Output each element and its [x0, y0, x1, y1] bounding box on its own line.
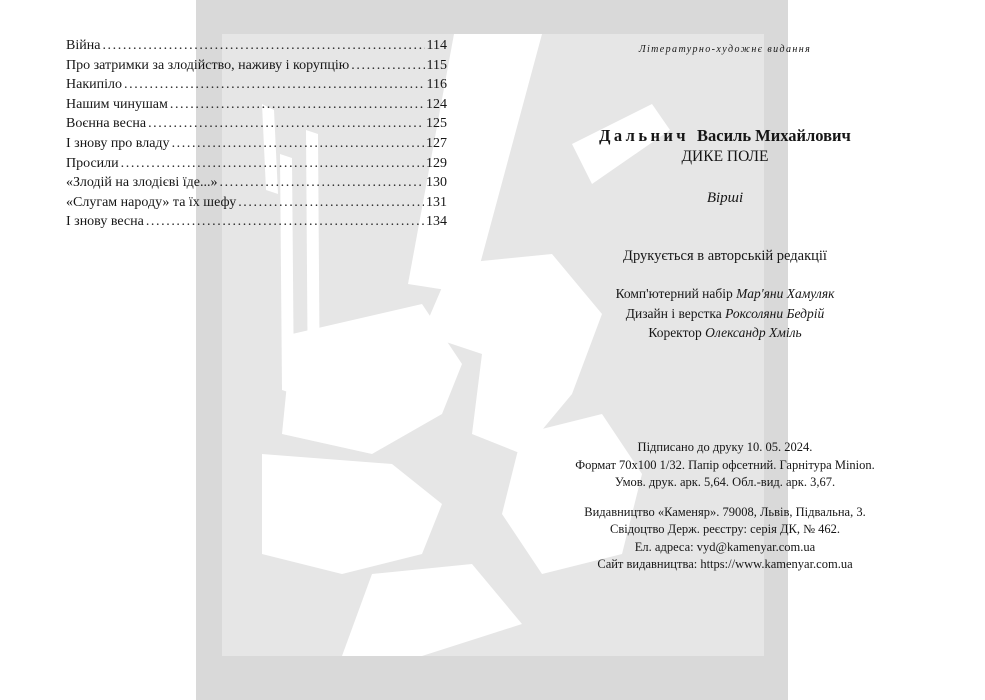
toc-row [66, 95, 447, 115]
toc-row [66, 154, 447, 174]
toc-title: І знову весна [66, 214, 144, 230]
toc-row [66, 114, 447, 134]
toc-leader-dots [238, 193, 424, 213]
toc-leader-dots [219, 173, 424, 193]
toc-page-number: 131 [426, 194, 447, 210]
credits [560, 284, 890, 343]
toc-leader-dots [148, 114, 424, 134]
toc-page-number: 125 [426, 116, 447, 132]
watermark-figure-base [262, 454, 442, 574]
imprint-email: Ел. адреса: vyd@kamenyar.com.ua [634, 539, 816, 554]
toc-row [66, 173, 447, 193]
toc-row [66, 212, 447, 232]
toc-page-number: 127 [426, 135, 447, 151]
author-given-name: Василь Михайлович [696, 126, 851, 145]
imprint-gap [540, 492, 910, 504]
toc-leader-dots [172, 134, 424, 154]
table-of-contents [66, 36, 447, 232]
credit-line [560, 284, 890, 304]
toc-title: Просили [66, 155, 119, 171]
credit-role: Дизайн і верстка [625, 305, 722, 321]
toc-leader-dots [146, 212, 424, 232]
credit-role: Комп'ютерний набір [615, 286, 733, 301]
credit-line [560, 323, 890, 343]
toc-page-number: 124 [426, 96, 447, 112]
watermark-ground [342, 564, 522, 656]
toc-leader-dots [124, 75, 425, 95]
toc-page-number: 114 [426, 38, 447, 53]
genre-label: Вірші [706, 190, 744, 206]
imprint-website: Сайт видавництва: https://www.kamenyar.com.ua [597, 557, 853, 571]
toc-title: Війна [66, 38, 101, 53]
toc-leader-dots [170, 95, 424, 115]
imprint-certificate: Свідоцтво Держ. реєстру: серія ДК, № 462. [609, 522, 840, 536]
credit-person: Роксоляни Бедрій [725, 305, 825, 321]
toc-row [66, 36, 447, 56]
toc-row [66, 56, 447, 76]
series-label: Літературно-художнє видання [638, 44, 812, 55]
toc-title: Воєнна весна [66, 116, 147, 132]
author-surname: Дальнич [599, 126, 689, 145]
toc-page-number: 115 [426, 57, 447, 73]
imprint-sheets: Умов. друк. арк. 5,64. Обл.-вид. арк. 3,67. [614, 475, 836, 489]
toc-page-number: 129 [426, 155, 447, 171]
toc-row [66, 134, 447, 154]
toc-leader-dots [121, 154, 424, 174]
credit-line [560, 304, 890, 324]
toc-title: Про затримки за злодійство, наживу і корупцію [66, 57, 350, 73]
toc-title: «Слугам народу» та їх шефу [66, 194, 237, 210]
toc-title: Нашим чинушам [66, 96, 168, 112]
imprint-publisher: Видавництво «Каменяр». 79008, Львів, Підвальна, 3. [584, 504, 866, 519]
toc-page-number: 116 [426, 77, 447, 93]
toc-title: І знову про владу [66, 135, 170, 151]
toc-row [66, 193, 447, 213]
author-name [560, 126, 890, 146]
toc-leader-dots [351, 56, 424, 76]
credit-person: Мар'яни Хамуляк [736, 286, 835, 301]
toc-page-number: 134 [426, 214, 447, 230]
toc-title: Накипіло [66, 77, 122, 93]
toc-title: «Злодій на злодієві їде...» [66, 175, 218, 191]
imprint [540, 439, 910, 574]
imprint-signed: Підписано до друку 10. 05. 2024. [637, 440, 813, 454]
toc-page-number: 130 [426, 175, 447, 191]
imprint-format: Формат 70x100 1/32. Папір офсетний. Гарнітура Minion. [575, 457, 875, 472]
toc-leader-dots [102, 36, 424, 56]
book-title: ДИКЕ ПОЛЕ [681, 148, 769, 165]
credit-person: Олександр Хміль [705, 325, 802, 340]
edition-note: Друкується в авторській редакції [623, 248, 827, 264]
toc-row [66, 75, 447, 95]
credit-role: Коректор [648, 325, 702, 340]
